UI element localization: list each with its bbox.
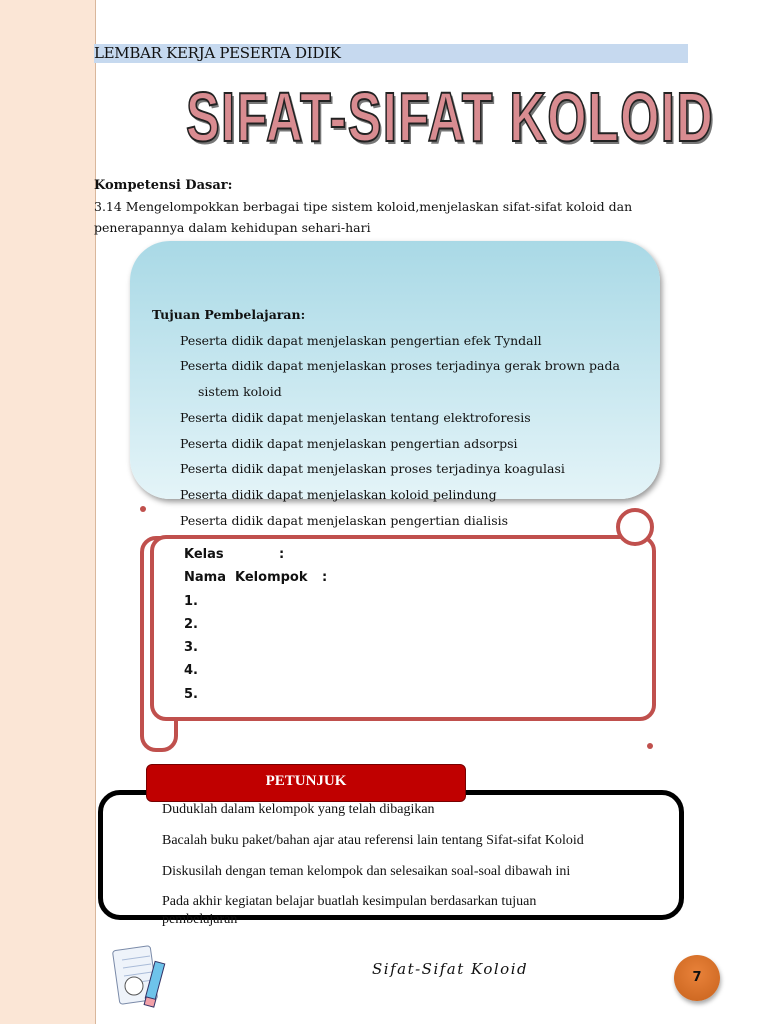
tujuan-label: Tujuan Pembelajaran: (152, 307, 306, 322)
notepad-pencil-icon (112, 944, 172, 1010)
petunjuk-label: PETUNJUK (146, 764, 466, 802)
decor-dot (140, 506, 146, 512)
list-item: Peserta didik dapat menjelaskan proses terjadinya koagulasi (180, 461, 565, 477)
member-number[interactable]: 5. (184, 686, 198, 702)
list-item: Peserta didik dapat menjelaskan pengertian adsorpsi (180, 435, 518, 451)
page-title: SIFAT-SIFAT KOLOID (186, 78, 715, 156)
list-item: Peserta didik dapat menjelaskan pengertian dialisis (180, 512, 509, 528)
list-item: Peserta didik dapat menjelaskan koloid pelindung (180, 486, 497, 502)
scroll-curl (616, 508, 654, 546)
kelas-label: Kelas (184, 547, 224, 562)
list-item: Peserta didik dapat menjelaskan proses terjadinya gerak brown pada (180, 358, 620, 374)
list-item: sistem koloid (198, 384, 282, 400)
member-number[interactable]: 3. (184, 640, 198, 656)
petunjuk-list (162, 800, 592, 927)
page-margin (0, 0, 96, 1024)
page-number: 7 (674, 955, 720, 1001)
list-item: Pada akhir kegiatan belajar buatlah kesimpulan berdasarkan tujuan pembelajaran (162, 894, 537, 927)
header-banner: LEMBAR KERJA PESERTA DIDIK (94, 44, 688, 63)
colon: : (322, 570, 328, 586)
list-item: Peserta didik dapat menjelaskan tentang elektroforesis (180, 409, 531, 425)
decor-dot (647, 743, 653, 749)
member-number[interactable]: 1. (184, 593, 198, 609)
member-number[interactable]: 4. (184, 663, 198, 679)
footer-title: Sifat-Sifat Koloid (372, 960, 529, 978)
kompetensi-dasar (94, 174, 674, 238)
tujuan-list (152, 302, 620, 533)
list-item: Diskusilah dengan teman kelompok dan selesaikan soal-soal dibawah ini (162, 864, 571, 879)
list-item: Peserta didik dapat menjelaskan pengertian efek Tyndall (180, 332, 542, 348)
kompetensi-label: Kompetensi Dasar: (94, 178, 233, 193)
colon: : (279, 547, 285, 562)
nama-kelompok-label: Nama Kelompok (184, 570, 308, 586)
list-item: Bacalah buku paket/bahan ajar atau referensi lain tentang Sifat-sifat Koloid (162, 833, 584, 848)
group-form (184, 543, 327, 706)
kompetensi-text: 3.14 Mengelompokkan berbagai tipe sistem koloid,menjelaskan sifat-sifat koloid dan penerapannya dalam kehidupan sehari-hari (94, 199, 633, 235)
member-number[interactable]: 2. (184, 616, 198, 632)
list-item: Duduklah dalam kelompok yang telah dibagikan (162, 802, 435, 817)
